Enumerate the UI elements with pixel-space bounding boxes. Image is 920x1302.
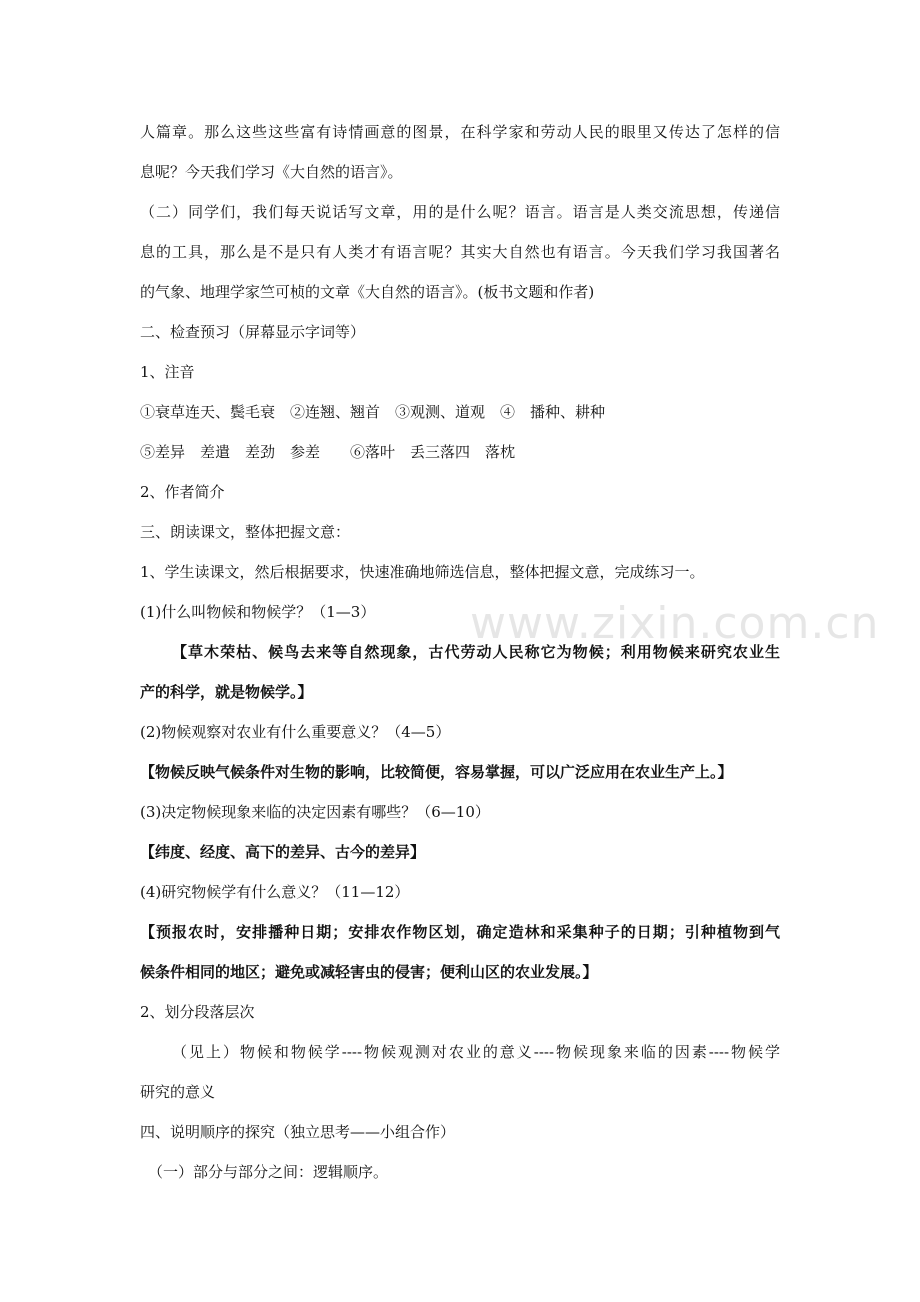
question-line: (2)物候观察对农业有什么重要意义？（4—5）: [140, 723, 451, 741]
question-line: (4)研究物候学有什么意义？（11—12）: [140, 883, 410, 901]
text-line: （见上）物候和物候学----物候观测对农业的意义----物候现象来临的因素----物候学: [172, 1043, 780, 1061]
subsection-heading: 2、划分段落层次: [140, 1003, 255, 1021]
subsection-heading: 2、作者简介: [140, 483, 225, 501]
answer-line: 【纬度、经度、高下的差异、古今的差异】: [140, 843, 426, 861]
answer-line: 产的科学，就是物候学。】: [140, 683, 313, 701]
text-line: 人篇章。那么这些这些富有诗情画意的图景，在科学家和劳动人民的眼里又传达了怎样的信: [140, 123, 780, 141]
question-line: (1)什么叫物候和物候学？（1—3）: [140, 603, 376, 621]
answer-line: 【物候反映气候条件对生物的影响，比较简便，容易掌握，可以广泛应用在农业生产上。】: [140, 763, 733, 781]
text-line: 的气象、地理学家竺可桢的文章《大自然的语言》。(板书文题和作者): [140, 283, 595, 301]
section-heading: 二、检查预习（屏幕显示字词等）: [140, 323, 366, 341]
text-line: 息呢？今天我们学习《大自然的语言》。: [140, 163, 403, 181]
text-line: 研究的意义: [140, 1083, 216, 1101]
answer-line: 【预报农时，安排播种日期；安排农作物区划，确定造林和采集种子的日期；引种植物到气: [140, 923, 780, 941]
answer-line: 候条件相同的地区；避免或减轻害虫的侵害；便利山区的农业发展。】: [140, 963, 598, 981]
text-line: （二）同学们，我们每天说话写文章，用的是什么呢？语言。语言是人类交流思想，传递信: [140, 203, 780, 221]
watermark: www.zixin.com.cn: [470, 598, 880, 649]
answer-line: 【草木荣枯、候鸟去来等自然现象，古代劳动人民称它为物候；利用物候来研究农业生: [172, 643, 780, 661]
section-heading: 三、朗读课文，整体把握文意：: [140, 523, 351, 541]
text-line: 1、学生读课文，然后根据要求，快速准确地筛选信息，整体把握文意，完成练习一。: [140, 563, 705, 581]
subsection-heading: （一）部分与部分之间：逻辑顺序。: [148, 1163, 389, 1181]
section-heading: 四、说明顺序的探究（独立思考——小组合作）: [140, 1123, 456, 1141]
subsection-heading: 1、注音: [140, 363, 195, 381]
text-line: ⑤差异 差遣 差劲 参差 ⑥落叶 丢三落四 落枕: [140, 443, 516, 461]
question-line: (3)决定物候现象来临的决定因素有哪些？（6—10）: [140, 803, 490, 821]
text-line: ①衰草连天、鬓毛衰 ②连翘、翘首 ③观测、道观 ④ 播种、耕种: [140, 403, 606, 421]
text-line: 息的工具，那么是不是只有人类才有语言呢？其实大自然也有语言。今天我们学习我国著名: [140, 243, 780, 261]
